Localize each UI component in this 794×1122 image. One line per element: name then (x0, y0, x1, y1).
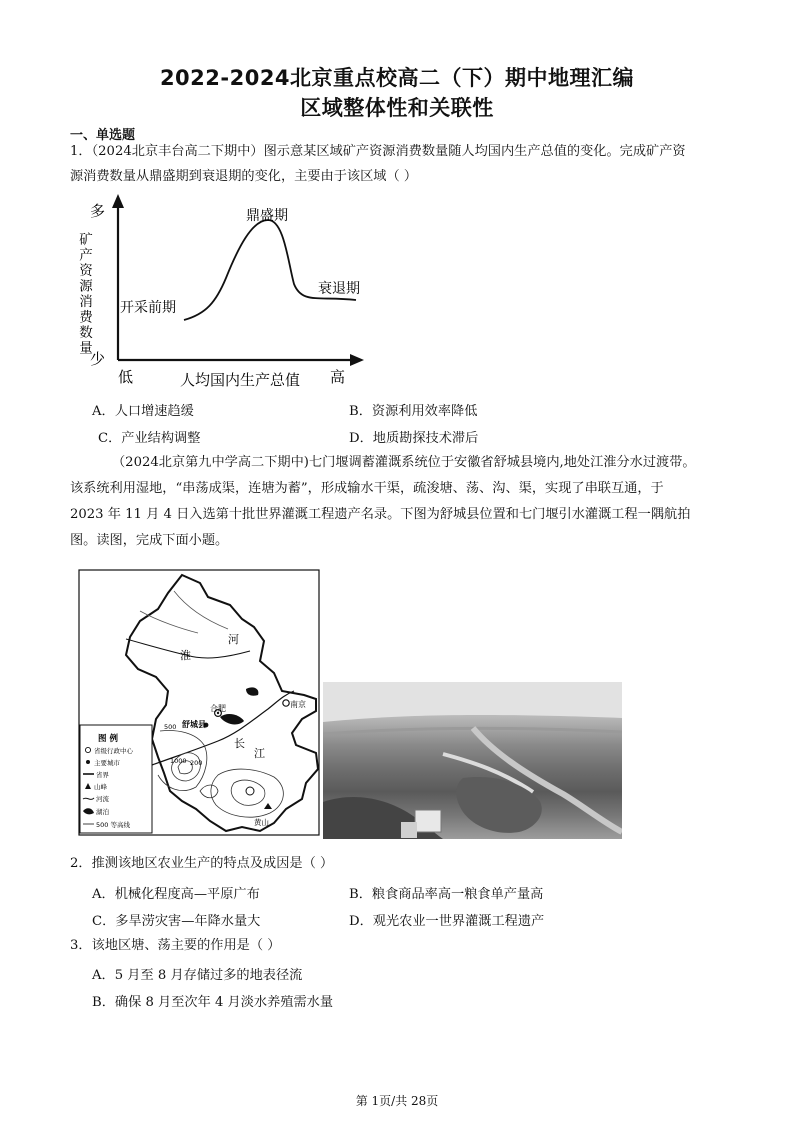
legend-item: 主要城市 (94, 759, 120, 767)
aerial-photo (323, 682, 622, 839)
x-right-label: 高 (330, 368, 346, 386)
label-contour-500: 500 (164, 723, 177, 731)
q1-chart (66, 192, 376, 390)
legend-item: 500 等高线 (96, 821, 130, 829)
building (401, 822, 417, 838)
passage-line4: 图。读图，完成下面小题。 (70, 533, 229, 548)
x-axis-arrow-icon (350, 354, 364, 366)
page-title-line2: 区域整体性和关联性 (300, 96, 494, 120)
pond (456, 777, 542, 833)
x-axis-label: 人均国内生产总值 (180, 371, 301, 389)
building (415, 810, 441, 832)
sky-haze (323, 682, 622, 722)
legend-item: 省级行政中心 (94, 747, 133, 755)
q2-stem: 2．推测该地区农业生产的特点及成因是（ ） (70, 856, 334, 871)
label-shucheng: 舒城县 (182, 720, 206, 729)
q3-option-b[interactable]: B．确保 8 月至次年 4 月淡水养殖需水量 (92, 995, 334, 1010)
legend-capital-icon (85, 747, 90, 752)
consumption-curve (184, 220, 356, 320)
q1-option-b[interactable]: B．资源利用效率降低 (349, 404, 478, 419)
stage-label-early: 开采前期 (120, 300, 176, 316)
page-number: 第 1页/共 28页 (355, 1094, 439, 1108)
stage-label-decline: 衰退期 (318, 281, 360, 297)
q2-option-b[interactable]: B．粮食商品率高一粮食单产量高 (349, 887, 544, 902)
passage-line3: 2023 年 11 月 4 日入选第十批世界灌溉工程遗产名录。下图为舒城县位置和七门堰引水灌溉工程一隅航拍 (70, 507, 691, 522)
anhui-location-map (78, 569, 320, 836)
passage-line1: （2024北京第九中学高二下期中)七门堰调蓄灌溉系统位于安徽省舒城县境内,地处江淮分水过渡带。 (112, 455, 696, 470)
label-huangshan: 黄山 (254, 818, 269, 827)
q3-option-a[interactable]: A．5 月至 8 月存储过多的地表径流 (92, 968, 303, 983)
label-chang: 长 (234, 737, 245, 750)
y-bottom-label: 少 (90, 350, 106, 368)
legend-item: 河流 (96, 795, 109, 803)
q1-option-a[interactable]: A．人口增速趋缓 (92, 404, 194, 419)
q1-stem-line1: 1．（2024北京丰台高二下期中）图示意某区域矿产资源消费数量随人均国内生产总值的变化。完成矿产资 (70, 144, 686, 159)
label-huai: 淮 (180, 649, 191, 662)
nanjing-marker-icon (283, 700, 289, 706)
legend-city-icon (86, 760, 90, 764)
y-top-label: 多 (90, 202, 106, 220)
label-nanjing: 南京 (290, 700, 306, 709)
q1-option-d[interactable]: D．地质勘探技术滞后 (349, 431, 479, 446)
q2-option-c[interactable]: C．多旱涝灾害—年降水量大 (92, 914, 261, 929)
q2-option-a[interactable]: A．机械化程度高—平原广布 (92, 887, 260, 902)
passage-line2: 该系统利用湿地，“串荡成渠，连塘为蓄”，形成输水干渠，疏浚塘、荡、沟、渠，实现了串联互通，于 (70, 481, 664, 496)
q1-stem-line2: 源消费数量从鼎盛期到衰退期的变化，主要由于该区域（ ） (70, 169, 418, 184)
y-axis-arrow-icon (112, 194, 124, 208)
aerial-photo-shapes (323, 682, 622, 839)
legend-item: 省界 (96, 771, 109, 779)
label-he: 河 (228, 633, 239, 646)
q2-option-d[interactable]: D．观光农业一世界灌溉工程遗产 (349, 914, 545, 929)
page-title-line1: 2022-2024北京重点校高二（下）期中地理汇编 (159, 66, 635, 90)
legend-item: 山峰 (94, 783, 107, 791)
stage-label-peak: 鼎盛期 (246, 208, 288, 224)
y-axis-label: 矿产资源消费数量 (76, 232, 92, 356)
section-heading: 一、单选题 (70, 128, 136, 143)
q3-stem: 3．该地区塘、荡主要的作用是（ ） (70, 938, 281, 953)
label-jiang: 江 (254, 747, 265, 760)
legend-item: 湖泊 (96, 808, 109, 816)
x-left-label: 低 (118, 368, 134, 386)
legend-title: 图 例 (98, 734, 118, 744)
label-hefei: 合肥 (210, 704, 226, 713)
q1-option-c[interactable]: C．产业结构调整 (98, 431, 201, 446)
label-contour-200: 200 (190, 759, 203, 767)
label-contour-1000: 1000 (170, 757, 187, 765)
